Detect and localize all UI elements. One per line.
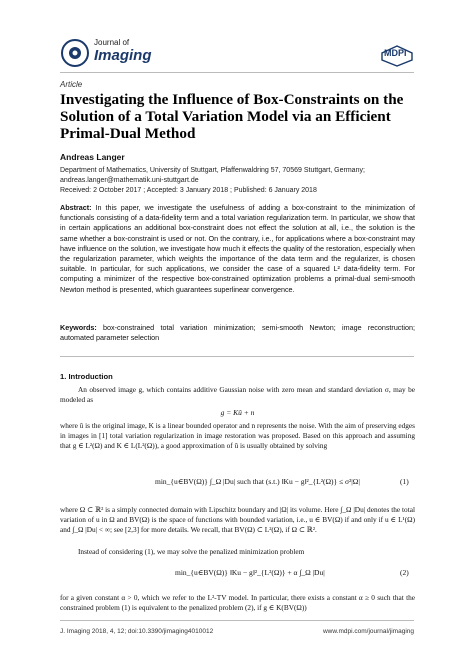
equation-1: min_{u∈BV(Ω)} ∫_Ω |Du| such that (s.t.) ‖Ku − g‖²_{L²(Ω)} ≤ σ²|Ω| [155, 477, 360, 486]
header-divider [60, 72, 414, 73]
keywords [60, 323, 415, 343]
affiliation-text: Department of Mathematics, University of Stuttgart, Pfaffenwaldring 57, 70569 Stuttgart, Germany; [60, 167, 365, 174]
section-heading: 1. Introduction [60, 372, 113, 381]
paragraph-2: where û is the original image, K is a linear bounded operator and n represents the noise. With the aim of preserving edges in images in [1] total variation regularization in image restoration was proposed. Based on this approach and assuming that g ∈ L²(Ω) and K ∈ L(L²(Ω)), a good approximation of û is usually obtained by solving [60, 421, 415, 450]
article-type: Article [60, 80, 83, 89]
equation-1-number: (1) [400, 477, 409, 486]
publisher-name: MDPI [384, 48, 407, 58]
publication-dates: Received: 2 October 2017 ; Accepted: 3 January 2018 ; Published: 6 January 2018 [60, 187, 317, 194]
keywords-text: box-constrained total variation minimization; semi-smooth Newton; image reconstruction; automated parameter selection [60, 323, 415, 343]
paper-title: Investigating the Influence of Box-Constraints on the Solution of a Total Variation Model via an Efficient Primal-Dual Method [60, 91, 404, 142]
author-name: Andreas Langer [60, 152, 125, 162]
equation-2: min_{u∈BV(Ω)} ‖Ku − g‖²_{L²(Ω)} + α ∫_Ω |Du| [175, 568, 325, 577]
abstract-divider [60, 356, 414, 357]
journal-logo [60, 38, 90, 68]
abstract-label: Abstract: [60, 203, 92, 212]
paragraph-5: for a given constant α > 0, which we refer to the L²-TV model. In particular, there exists a constant α ≥ 0 such that the constrained problem (1) is equivalent to the penalized problem (2), if g ∈ K(BV(Ω)) [60, 593, 415, 612]
affiliation [60, 166, 420, 185]
paragraph-4: Instead of considering (1), we may solve the penalized minimization problem [78, 547, 305, 556]
footer-journal-url[interactable]: www.mdpi.com/journal/jimaging [322, 628, 414, 635]
footer-citation: J. Imaging 2018, 4, 12; doi:10.3390/jimaging4010012 [60, 628, 214, 635]
abstract [60, 203, 415, 295]
paragraph-3: where Ω ⊂ ℝ² is a simply connected domain with Lipschitz boundary and |Ω| its volume. Here ∫_Ω |Du| denotes the total variation of u in Ω and BV(Ω) is the space of functions with bounded variation, i.e., u ∈ BV(Ω) if and only if u ∈ L¹(Ω) and ∫_Ω |Du| < ∞; see [2,3] for more details. We recall, that BV(Ω) ⊂ L²(Ω), if Ω ⊂ ℝ². [60, 505, 415, 534]
footer-divider [60, 620, 414, 621]
abstract-text: In this paper, we investigate the usefulness of adding a box-constraint to the minimization of functionals consisting of a data-fidelity term and a total variation regularization term. In particular, we show that in certain applications an additional box-constraint does not effect the solution at all, i.e., the solution is the same whether a box-constraint is used or not. On the contrary, i.e., for applications where a box-constraint may have influence on the solution, we investigate how much it effects the quality of the restoration, especially when the regularization parameter, which weights the importance of the data term and the regularizer, is chosen suitable. In particular, for such applications, we consider the case of a squared L² data-fidelity term. For computing a minimizer of the respective box-constrained optimization problems a primal-dual semi-smooth Newton method is presented, which guarantees superlinear convergence. [60, 203, 415, 294]
equation-model: g = Kû + n [220, 408, 255, 417]
journal-of-label: Journal of [94, 38, 130, 47]
author-email[interactable]: andreas.langer@mathematik.uni-stuttgart.de [60, 176, 199, 184]
equation-2-number: (2) [400, 568, 409, 577]
journal-name: Imaging [94, 47, 152, 64]
paragraph-1: An observed image g, which contains additive Gaussian noise with zero mean and standard deviation σ, may be modeled as [60, 385, 415, 404]
keywords-label: Keywords: [60, 323, 97, 332]
